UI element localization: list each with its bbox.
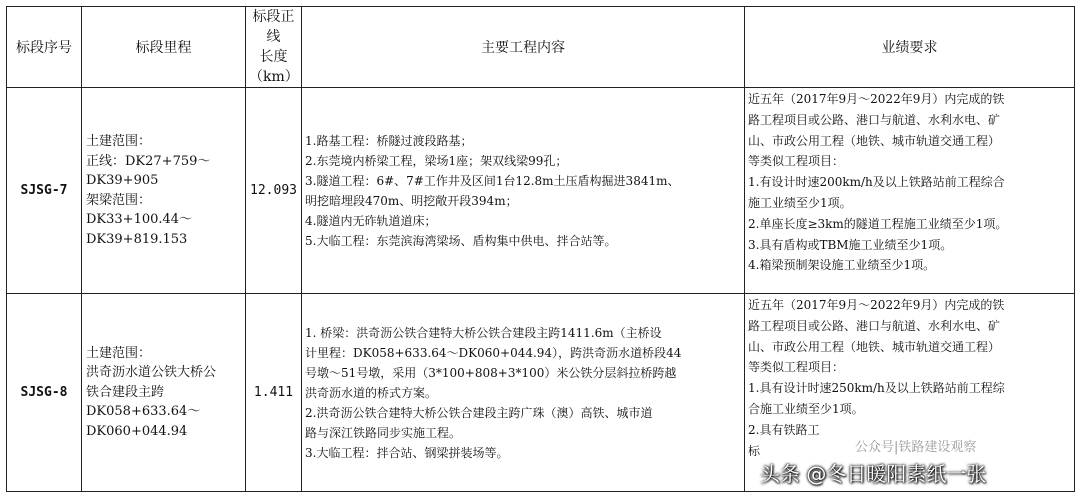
- header-range: 标段里程: [82, 7, 246, 88]
- section-range: [82, 88, 246, 294]
- requirement-line: 山、市政公用工程（地铁、城市轨道交通工程）: [748, 339, 1001, 354]
- work-line: 路与深江铁路同步实施工程。: [305, 425, 462, 440]
- range-line: 土建范围：: [86, 345, 152, 361]
- account-watermark: 公众号|铁路建设观察: [855, 436, 976, 455]
- header-length-line: 长度: [259, 49, 288, 65]
- caption-watermark: 头条 @冬日暖阳素纸一张: [760, 462, 987, 486]
- work-line: 3.隧道工程：6#、7#工作井及区间1台12.8m土压盾构掘进3841m、: [305, 173, 680, 188]
- requirement-line: 近五年（2017年9月～2022年9月）内完成的铁: [748, 298, 1005, 312]
- range-line: DK060+044.94: [86, 423, 188, 439]
- header-requirements: 业绩要求: [745, 7, 1075, 88]
- requirement-line: 合施工业绩至少1项。: [748, 401, 864, 416]
- table-row: [7, 88, 1075, 294]
- work-line: 1.路基工程：桥隧过渡段路基；: [305, 133, 473, 148]
- work-line: 洪奇沥水道的桥式方案。: [305, 385, 438, 400]
- header-length-line: （km）: [249, 69, 299, 85]
- range-line: 土建范围：: [86, 134, 152, 149]
- work-line: 2.东莞境内桥梁工程，梁场1座；架双线梁99孔；: [305, 153, 568, 168]
- range-line: DK33+100.44～: [86, 212, 193, 227]
- requirement-line: 等类似工程项目：: [748, 154, 845, 169]
- range-line: 洪奇沥水道公铁大桥公: [86, 365, 217, 381]
- range-line: 正线：DK27+759～: [86, 153, 211, 169]
- header-works: 主要工程内容: [302, 7, 745, 88]
- section-id: SJSG-7: [7, 88, 82, 294]
- section-works: [302, 88, 745, 294]
- requirement-line: 施工业绩至少1项。: [748, 195, 852, 210]
- range-line: DK058+633.64～: [86, 404, 201, 420]
- header-length-line: 标段正线: [252, 9, 295, 45]
- range-line: DK39+905: [86, 173, 159, 188]
- section-range: [82, 294, 246, 492]
- range-line: 架梁范围：: [86, 192, 152, 208]
- requirement-line: 2.具有铁路工: [748, 422, 820, 437]
- section-id: SJSG-8: [7, 294, 82, 492]
- section-requirements: [745, 88, 1075, 294]
- work-line: 1. 桥梁：洪奇沥公铁合建特大桥公铁合建段主跨1411.6m（主桥设: [305, 325, 662, 340]
- requirement-line: 2.单座长度≥3km的隧道工程施工业绩至少1项。: [748, 216, 1008, 231]
- requirement-line: 1.具有设计时速250km/h及以上铁路站前工程综: [748, 381, 1005, 396]
- requirement-line: 等类似工程项目：: [748, 360, 845, 375]
- header-length: [246, 7, 302, 88]
- work-line: 明挖暗埋段470m、明挖敞开段394m；: [305, 193, 518, 208]
- work-line: 计里程：DK058+633.64～DK060+044.94），跨洪奇沥水道桥段44: [305, 345, 682, 360]
- requirement-line: 标: [748, 443, 761, 458]
- requirement-line: 4.箱梁预制架设施工业绩至少1项。: [748, 258, 936, 273]
- bid-section-table: [6, 6, 1075, 492]
- range-line: 铁合建段主跨: [86, 384, 165, 400]
- requirement-line: 近五年（2017年9月～2022年9月）内完成的铁: [748, 92, 1005, 106]
- work-line: 5.大临工程：东莞滨海湾梁场、盾构集中供电、拌合站等。: [305, 233, 617, 248]
- header-seq: 标段序号: [7, 7, 82, 88]
- requirement-line: 路工程项目或公路、港口与航道、水利水电、矿: [748, 318, 1001, 333]
- work-line: 3.大临工程：拌合站、钢梁拼装场等。: [305, 445, 509, 460]
- work-line: 号墩～51号墩，采用（3*100+808+3*100）米公铁分层斜拉桥跨越: [305, 365, 677, 380]
- requirement-line: 1.有设计时速200km/h及以上铁路站前工程综合: [748, 175, 1005, 190]
- range-line: DK39+819.153: [86, 231, 188, 247]
- section-works: [302, 294, 745, 492]
- requirement-line: 3.具有盾构或TBM施工业绩至少1项。: [748, 237, 953, 252]
- work-line: 4.隧道内无砟轨道道床；: [305, 213, 437, 228]
- requirement-line: 路工程项目或公路、港口与航道、水利水电、矿: [748, 112, 1001, 127]
- work-line: 2.洪奇沥公铁合建特大桥公铁合建段主跨广珠（澳）高铁、城市道: [305, 405, 653, 420]
- header-row: [7, 7, 1075, 88]
- section-length: 1.411: [246, 294, 302, 492]
- section-length: 12.093: [246, 88, 302, 294]
- requirement-line: 山、市政公用工程（地铁、城市轨道交通工程）: [748, 133, 1001, 148]
